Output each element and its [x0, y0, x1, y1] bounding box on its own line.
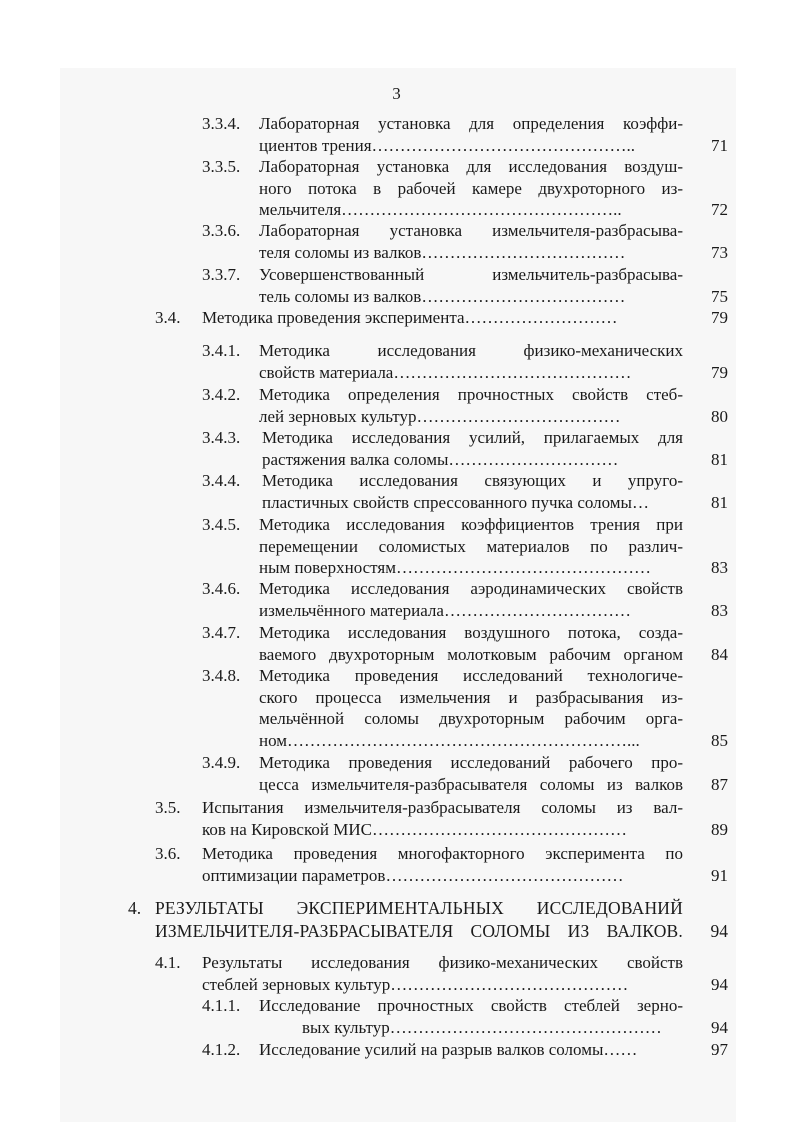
entry-title: Исследование прочностных свойств стеблей зерно- вых культур………………………………………… [259, 996, 683, 1037]
entry-title: Методика исследования физико-механических свойств материала…………………………………… [259, 341, 683, 382]
entry-number: 4.1.1. [202, 996, 241, 1015]
entry-number: 3.4.4. [202, 471, 241, 490]
chapter-title: РЕЗУЛЬТАТЫ ЭКСПЕРИМЕНТАЛЬНЫХ ИССЛЕДОВАНИЙ ИЗМЕЛЬЧИТЕЛЯ-РАЗБРАСЫВАТЕЛЯ СОЛОМЫ ИЗ ВАЛКОВ. [155, 898, 683, 941]
entry-title: Исследование усилий на разрыв валков соломы…… [259, 1040, 638, 1059]
entry-page: 81 [711, 492, 728, 512]
entry-page: 80 [711, 406, 728, 426]
entry-title: Методика исследования усилий, прилагаемых для растяжения валка соломы………………………… [262, 428, 683, 469]
chapter-page: 94 [710, 921, 728, 941]
entry-number: 3.3.6. [202, 221, 241, 240]
entry-page: 79 [711, 308, 728, 327]
entry-number: 3.3.7. [202, 265, 241, 284]
entry-page: 94 [711, 1017, 728, 1037]
entry-title: Методика проведения эксперимента……………………… [202, 308, 618, 327]
entry-title: Результаты исследования физико-механических свойств стеблей зерновых культур…………………………………… [202, 953, 683, 994]
entry-page: 75 [711, 286, 728, 306]
entry-number: 3.4.6. [202, 579, 241, 598]
entry-title: Методика исследования аэродинамических свойств измельчённого материала…………………………… [259, 579, 683, 620]
entry-page: 87 [711, 774, 728, 794]
entry-page: 83 [711, 558, 728, 577]
entry-page: 84 [711, 644, 728, 664]
entry-title: Методика исследования коэффициентов трения при перемещении соломистых материалов по различ- ным поверхностям……………………………………… [259, 515, 683, 577]
entry-page: 73 [711, 242, 728, 262]
entry-page: 97 [711, 1040, 728, 1059]
entry-number: 3.4.9. [202, 753, 241, 772]
entry-page: 89 [711, 819, 728, 839]
entry-title: Методика проведения многофакторного эксперимента по оптимизации параметров…………………………………… [202, 844, 683, 885]
entry-title: Методика определения прочностных свойств стеб- лей зерновых культур……………………………… [259, 385, 683, 426]
entry-title: Методика проведения исследований технологиче- ского процесса измельчения и разбрасывания из- мельчённой соломы двухроторным рабочим орга- ном……………………………………………………... [259, 666, 683, 750]
entry-title: Испытания измельчителя-разбрасывателя соломы из вал- ков на Кировской МИС……………………………………… [202, 798, 683, 839]
entry-page: 81 [711, 449, 728, 469]
entry-title: Методика проведения исследований рабочего про- цесса измельчителя-разбрасывателя соломы из валков [259, 753, 683, 794]
entry-title: Методика исследования воздушного потока, созда- ваемого двухроторным молотковым рабочим органом [259, 623, 683, 664]
entry-page: 79 [711, 362, 728, 382]
entry-title: Методика исследования связующих и упруго- пластичных свойств спрессованного пучка соломы… [262, 471, 683, 512]
page-number: 3 [392, 84, 401, 103]
entry-page: 83 [711, 600, 728, 620]
entry-page: 91 [711, 865, 728, 885]
entry-number: 3.4. [155, 308, 181, 327]
entry-number: 3.4.2. [202, 385, 241, 404]
entry-number: 3.4.7. [202, 623, 241, 642]
entry-title: Лабораторная установка измельчителя-разбрасыва- теля соломы из валков……………………………… [259, 221, 683, 262]
entry-number: 3.5. [155, 798, 181, 817]
entry-number: 3.6. [155, 844, 181, 863]
entry-number: 4.1. [155, 953, 181, 972]
entry-page: 94 [711, 974, 728, 994]
entry-number: 3.4.1. [202, 341, 241, 360]
entry-page: 72 [711, 200, 728, 219]
entry-number: 4.1.2. [202, 1040, 241, 1059]
entry-page: 85 [711, 730, 728, 750]
entry-title: Усовершенствованный измельчитель-разбрасыва- тель соломы из валков……………………………… [259, 265, 683, 306]
entry-page: 71 [711, 135, 728, 155]
entry-number: 3.4.8. [202, 666, 241, 685]
entry-number: 3.3.4. [202, 114, 241, 133]
chapter-number: 4. [128, 898, 142, 918]
entry-title: Лабораторная установка для определения коэффи- циентов трения……………………………………….. [259, 114, 683, 155]
entry-number: 3.4.3. [202, 428, 241, 447]
entry-title: Лабораторная установка для исследования воздуш- ного потока в рабочей камере двухроторного из- мельчителя………………………………………….. [259, 157, 683, 219]
entry-number: 3.4.5. [202, 515, 241, 534]
entry-number: 3.3.5. [202, 157, 241, 176]
